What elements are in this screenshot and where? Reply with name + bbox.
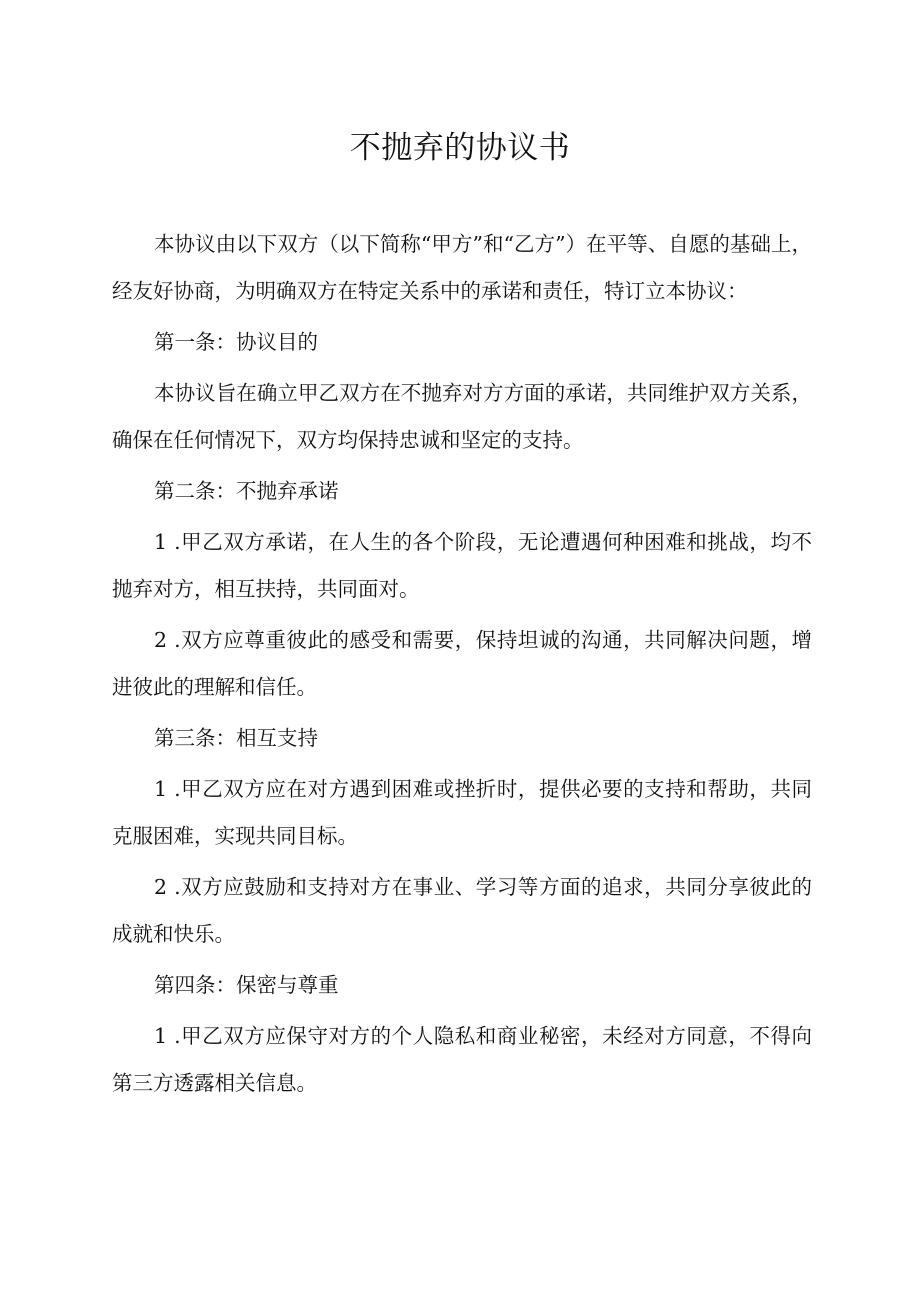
article-3-heading: 第三条：相互支持 xyxy=(154,726,318,750)
article-4-clause-1: 1 .甲乙双方应保守对方的个人隐私和商业秘密，未经对方同意，不得向第三方透露相关信息。 xyxy=(112,1024,812,1095)
article-2-clause-1: 1 .甲乙双方承诺，在人生的各个阶段，无论遭遇何种困难和挑战，均不抛弃对方，相互扶持，共同面对。 xyxy=(112,530,812,601)
intro-paragraph: 本协议由以下双方（以下简称“甲方”和“乙方”）在平等、自愿的基础上，经友好协商，为明确双方在特定关系中的承诺和责任，特订立本协议： xyxy=(112,232,812,303)
article-2-clause-2: 2 .双方应尊重彼此的感受和需要，保持坦诚的沟通，共同解决问题，增进彼此的理解和信任。 xyxy=(112,628,812,699)
article-3-clause-2: 2 .双方应鼓励和支持对方在事业、学习等方面的追求，共同分享彼此的成就和快乐。 xyxy=(112,875,812,946)
article-3-clause-1: 1 .甲乙双方应在对方遇到困难或挫折时，提供必要的支持和帮助，共同克服困难，实现共同目标。 xyxy=(112,777,812,848)
article-4-heading: 第四条：保密与尊重 xyxy=(154,973,339,997)
article-2-heading: 第二条：不抛弃承诺 xyxy=(154,479,339,503)
article-1-paragraph: 本协议旨在确立甲乙双方在不抛弃对方方面的承诺，共同维护双方关系，确保在任何情况下，双方均保持忠诚和坚定的支持。 xyxy=(112,381,812,452)
document-body xyxy=(112,221,812,1111)
article-1-heading: 第一条：协议目的 xyxy=(154,330,318,354)
document-title: 不抛弃的协议书 xyxy=(349,130,571,166)
